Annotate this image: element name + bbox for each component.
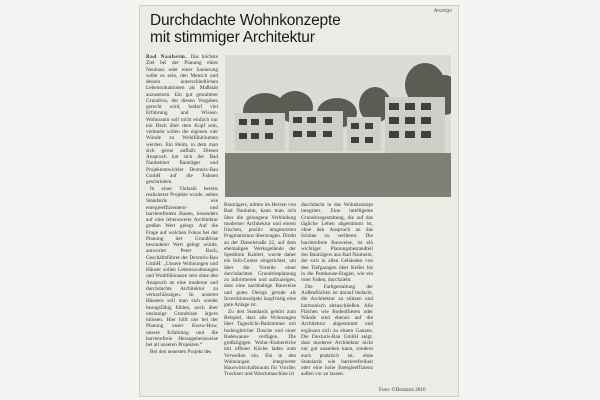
photo-credit: Foto: ©Dexturis 2016 — [379, 387, 426, 393]
headline — [150, 12, 450, 46]
article-column-2 — [224, 202, 296, 394]
article-column-4 — [379, 202, 452, 386]
ad-tag: Anzeige — [433, 8, 452, 14]
article-column-3 — [301, 202, 373, 394]
dateline: Bad Nauheim. — [146, 54, 188, 60]
paragraph: In einer Vielzahl bereits realisierter Projekte wurde, neben Standards wie energieeffizientem- und barrierefreiem Bauen, besonders auf eine lebenswerte Architektur großen Wert gelegt. Auf die Frage auf welchen Fokus bei der Planung der Grundrisse besonderer Wert gelegt würde, antwortet Peter Bach, Geschäftsführer der Dexturis-Bau GmbH: „Unsere Wohnungen und Häuser sollen Lebenswohnungen und Wohlfühloasen sein ohne den Anspruch an eine moderne und durchdachte Architektur zu vernachlässigen. In unseren Häusern soll man sich wieder bezugsfähig fühlen, noch über unsinnige Grundrisse ärgern müssen. Hier hilft uns bei der Planung unser Know-How, unsere Erfahrung und die barrierefreie Herangehensweise bei all unseren Projekten.“ — [146, 185, 218, 348]
paragraph — [146, 54, 218, 185]
paragraph: Die Farbgestaltung der Außenflächen ist darauf bedacht, die Architektur zu stützen und harmonisch abzuschließen. Alle Flächen wie Bodenfliesen oder Wände sind ebenso auf die Architektur abgestimmt und ergänzen sich zu einem Ganzen. Die Dexturis-Bau GmbH zeigt, dass moderne Architektur nicht nur gut aussehen kann, sondern auch praktisch ist, ohne Standards wie barrierefreiheit oder eine hohe Energieeffizienz außen vor zu lassen. — [301, 283, 373, 378]
building-photo — [225, 55, 451, 197]
paragraph: durchdacht in das Wohnkonzept integriert. Eine intelligente Grundrissgestaltung, die auf das tägliche Leben abgestimmt ist, ohne den Anspruch an das Schöne zu verlieren. Die barrierefreie Bauweise, ist ein wichtiger Planungsbestandteil des Bauträgers aus Bad Nauheim, der sich in allen Gebäuden von den Tiefgaragen über Keller bis in die Penthouse-Etagen, wie ein roter Faden, durchzieht. — [301, 202, 373, 283]
paragraph: Bauträgers, mitten im Herzen von Bad Nauheim, kann man sich über die gelungene Verbindung moderner Architektur und einem frischen, positiv umgesetzten Pragmatismus überzeugen. Direkt an der Dieselstraße 22, auf dem ehemaligen Werksgelände der Spedition Kahlert, wurde daher ein Info-Center eingerichtet, um über die Vorteile einer durchdachten Grundrissplanung zu informieren und aufzuzeigen, dass eine nachhaltige Bauweise und gutes Design gerade als Investitionsobjekt langfristig eine gute Anlage ist. — [224, 202, 296, 308]
newspaper-clipping — [140, 6, 458, 396]
paragraph-text: Das höchste Ziel bei der Planung eines Neubaus oder einer Sanierung sollte es sein, den Mensch und dessen unterschiedlichen Lebenssituationen als Maßstab anzusetzen. Ein gut gestalteter Grundriss, der diesen Vorgaben gerecht wird, bedarf viel Erfahrung und Wissen. Wohnraum soll nicht einfach nur ein Dach über dem Kopf sein, vielmehr sollen die eigenen vier Wände zu Wohlfühlräumen werden. Ein Heim, in dem man sich gerne aufhält. Diesen Anspruch hat sich der Bad Nauheimer Bauträger und Projektentwickler Dexturis-Bau GmbH auf die Fahnen geschrieben. — [146, 54, 218, 185]
photo-ground — [225, 153, 451, 197]
paragraph: Bei den neuesten Projekt des — [150, 348, 212, 355]
building-photo-illustration — [225, 55, 451, 197]
article-column-1 — [146, 54, 218, 394]
headline-line-1: Durchdachte Wohnkonzepte — [150, 12, 341, 29]
headline-line-2: mit stimmiger Architektur — [150, 29, 315, 46]
paragraph: Zu den Standards gehört zum Beispiel, dass alle Wohnungen über Tageslicht-Badzimmer mit bodengleicher Dusche und einer Badewanne verfügen. Die großzügigen Wohn-/Essbereiche mit offener Küche laden zum Verweilen ein. Ein in den Wohnungen integrierter Hauswirtschaftsraum für Vorräte, Trockner und Waschmaschine ist — [224, 308, 296, 378]
